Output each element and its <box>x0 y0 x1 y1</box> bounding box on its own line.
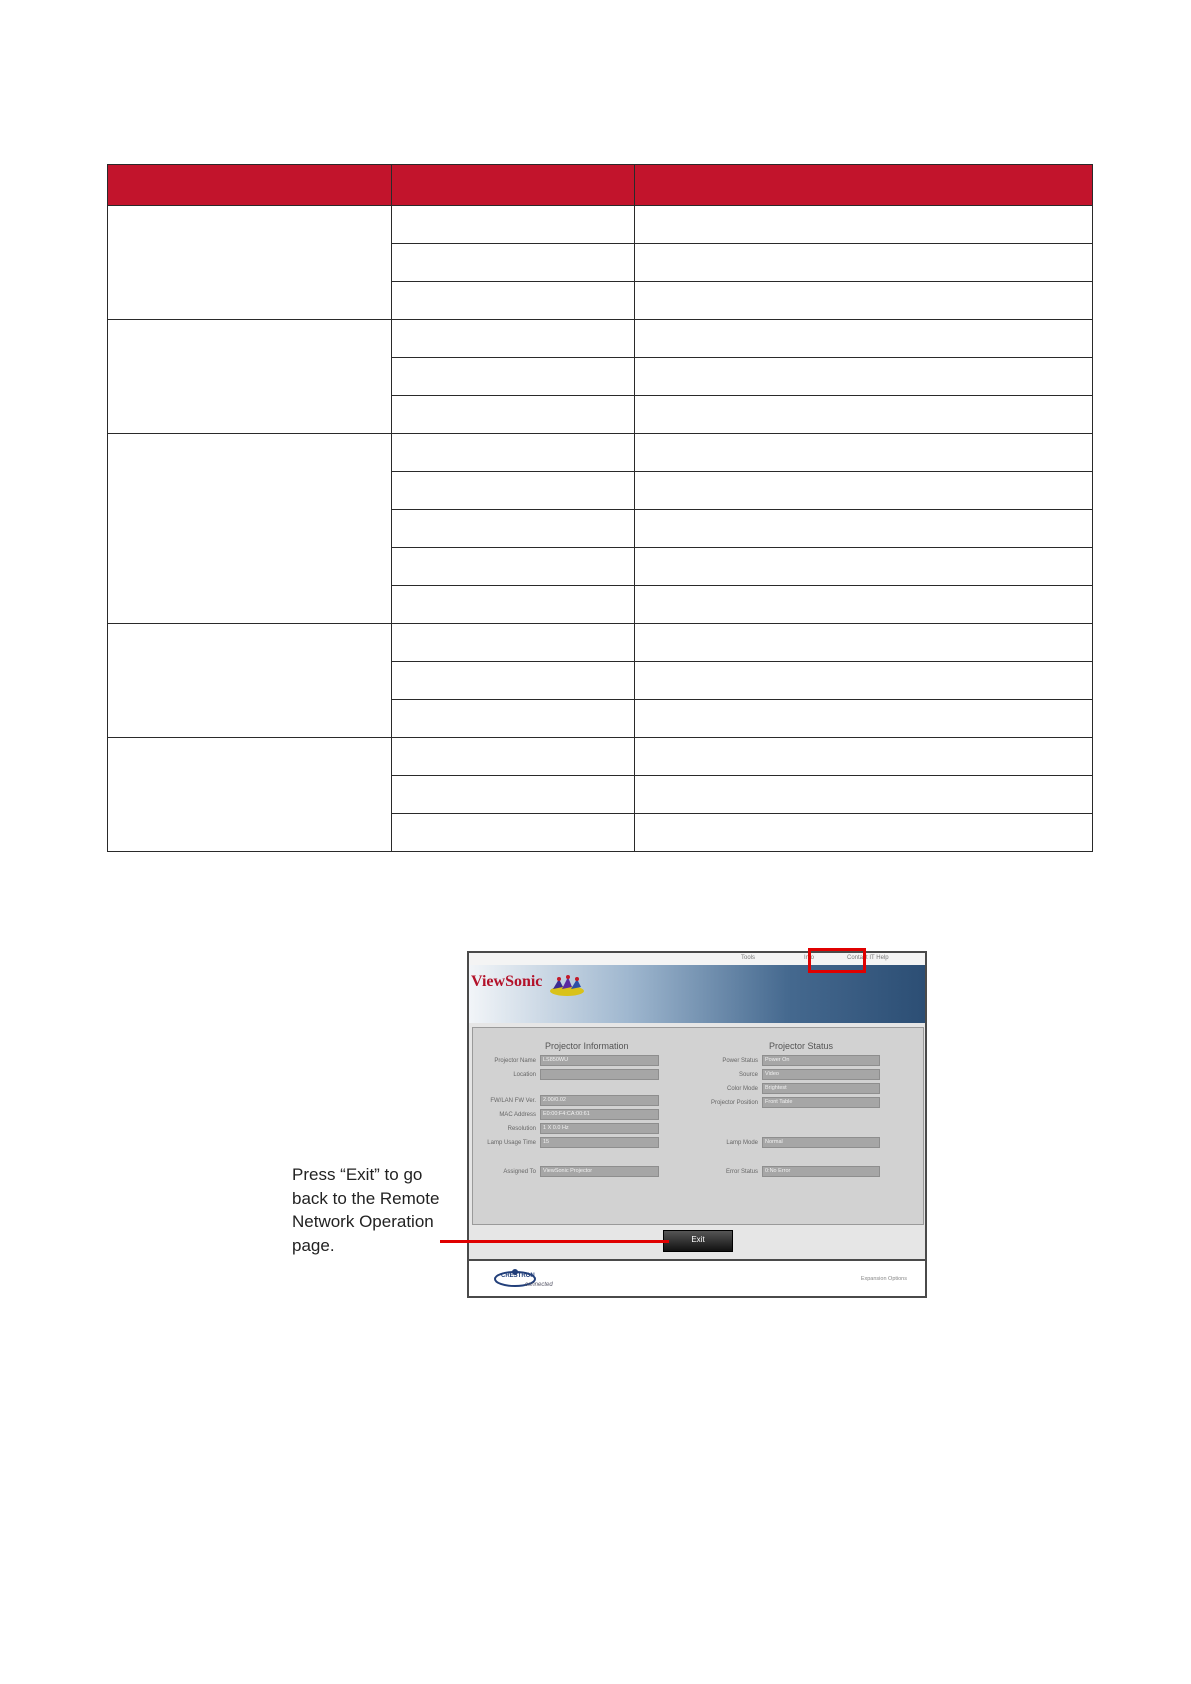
group-label-cell <box>108 624 392 738</box>
expansion-options-link[interactable]: Expansion Options <box>860 1276 907 1282</box>
birds-logo-icon <box>549 973 585 997</box>
item-cell <box>392 700 635 738</box>
exit-button[interactable]: Exit <box>663 1230 733 1252</box>
description-cell <box>635 700 1093 738</box>
remote-network-info-screenshot <box>467 951 927 1298</box>
field-value: Normal <box>762 1137 880 1148</box>
info-panel <box>472 1027 924 1225</box>
item-cell <box>392 814 635 852</box>
description-cell <box>635 282 1093 320</box>
description-cell <box>635 358 1093 396</box>
field-label: Location <box>513 1072 536 1078</box>
nav-tools[interactable]: Tools <box>741 955 756 961</box>
table-row <box>108 320 1093 358</box>
field-value: Front Table <box>762 1097 880 1108</box>
header-cell <box>392 165 635 206</box>
field-label: Projector Name <box>494 1058 536 1064</box>
field-value: Power On <box>762 1055 880 1066</box>
table-row <box>108 624 1093 662</box>
field-label: Assigned To <box>503 1169 536 1175</box>
item-cell <box>392 282 635 320</box>
nav-contact[interactable]: Contact IT Help <box>847 955 889 961</box>
projector-status-title: Projector Status <box>769 1041 834 1051</box>
description-cell <box>635 434 1093 472</box>
description-cell <box>635 472 1093 510</box>
field-label: Lamp Usage Time <box>487 1140 536 1146</box>
description-cell <box>635 510 1093 548</box>
item-cell <box>392 510 635 548</box>
group-label-cell <box>108 434 392 624</box>
projector-info-title: Projector Information <box>545 1041 629 1051</box>
description-cell <box>635 624 1093 662</box>
field-value: 0:No Error <box>762 1166 880 1177</box>
description-cell <box>635 396 1093 434</box>
item-cell <box>392 358 635 396</box>
item-cell <box>392 244 635 282</box>
description-cell <box>635 662 1093 700</box>
field-value: 2.00/0.02 <box>540 1095 659 1106</box>
description-cell <box>635 814 1093 852</box>
group-label-cell <box>108 320 392 434</box>
field-value: 1 X 0.0 Hz <box>540 1123 659 1134</box>
item-cell <box>392 206 635 244</box>
group-label-cell <box>108 206 392 320</box>
item-cell <box>392 738 635 776</box>
table-row <box>108 206 1093 244</box>
field-label: Color Mode <box>726 1086 758 1092</box>
field-value: Video <box>762 1069 880 1080</box>
item-cell <box>392 434 635 472</box>
field-label: Source <box>738 1072 758 1078</box>
description-cell <box>635 548 1093 586</box>
description-cell <box>635 776 1093 814</box>
field-value <box>540 1069 659 1080</box>
crestron-logo-icon <box>493 1267 553 1293</box>
field-value: Brightest <box>762 1083 880 1094</box>
field-value: 15 <box>540 1137 659 1148</box>
item-cell <box>392 472 635 510</box>
description-cell <box>635 244 1093 282</box>
callout-caption: Press “Exit” to go back to the Remote Network Operation page. <box>292 1165 440 1255</box>
description-cell <box>635 206 1093 244</box>
field-label: MAC Address <box>499 1112 536 1118</box>
field-label: Projector Position <box>710 1100 758 1106</box>
item-cell <box>392 624 635 662</box>
item-cell <box>392 320 635 358</box>
description-cell <box>635 320 1093 358</box>
field-label: Power Status <box>722 1058 758 1064</box>
item-cell <box>392 776 635 814</box>
field-label: FW/LAN FW Ver. <box>490 1098 536 1104</box>
field-label: Lamp Mode <box>726 1140 758 1146</box>
description-cell <box>635 586 1093 624</box>
field-value: E0:00:F4:CA:00:61 <box>540 1109 659 1120</box>
crestron-label: CRESTRON <box>501 1273 535 1279</box>
item-cell <box>392 548 635 586</box>
header-cell <box>108 165 392 206</box>
description-cell <box>635 738 1093 776</box>
info-highlight-box <box>808 948 866 973</box>
field-value: LS850WU <box>540 1055 659 1066</box>
field-label: Resolution <box>507 1126 536 1132</box>
settings-table <box>107 164 1093 852</box>
group-label-cell <box>108 738 392 852</box>
header-cell <box>635 165 1093 206</box>
callout-line <box>440 1240 669 1243</box>
table-header-row <box>108 165 1093 206</box>
crestron-sub: connected <box>525 1282 553 1288</box>
item-cell <box>392 662 635 700</box>
footer-bar <box>469 1259 925 1298</box>
brand-logo: ViewSonic <box>471 973 543 990</box>
field-value: ViewSonic Projector <box>540 1166 659 1177</box>
table-row <box>108 738 1093 776</box>
field-label: Error Status <box>725 1169 758 1175</box>
item-cell <box>392 396 635 434</box>
item-cell <box>392 586 635 624</box>
table-row <box>108 434 1093 472</box>
nav-info[interactable]: Info <box>804 955 815 961</box>
